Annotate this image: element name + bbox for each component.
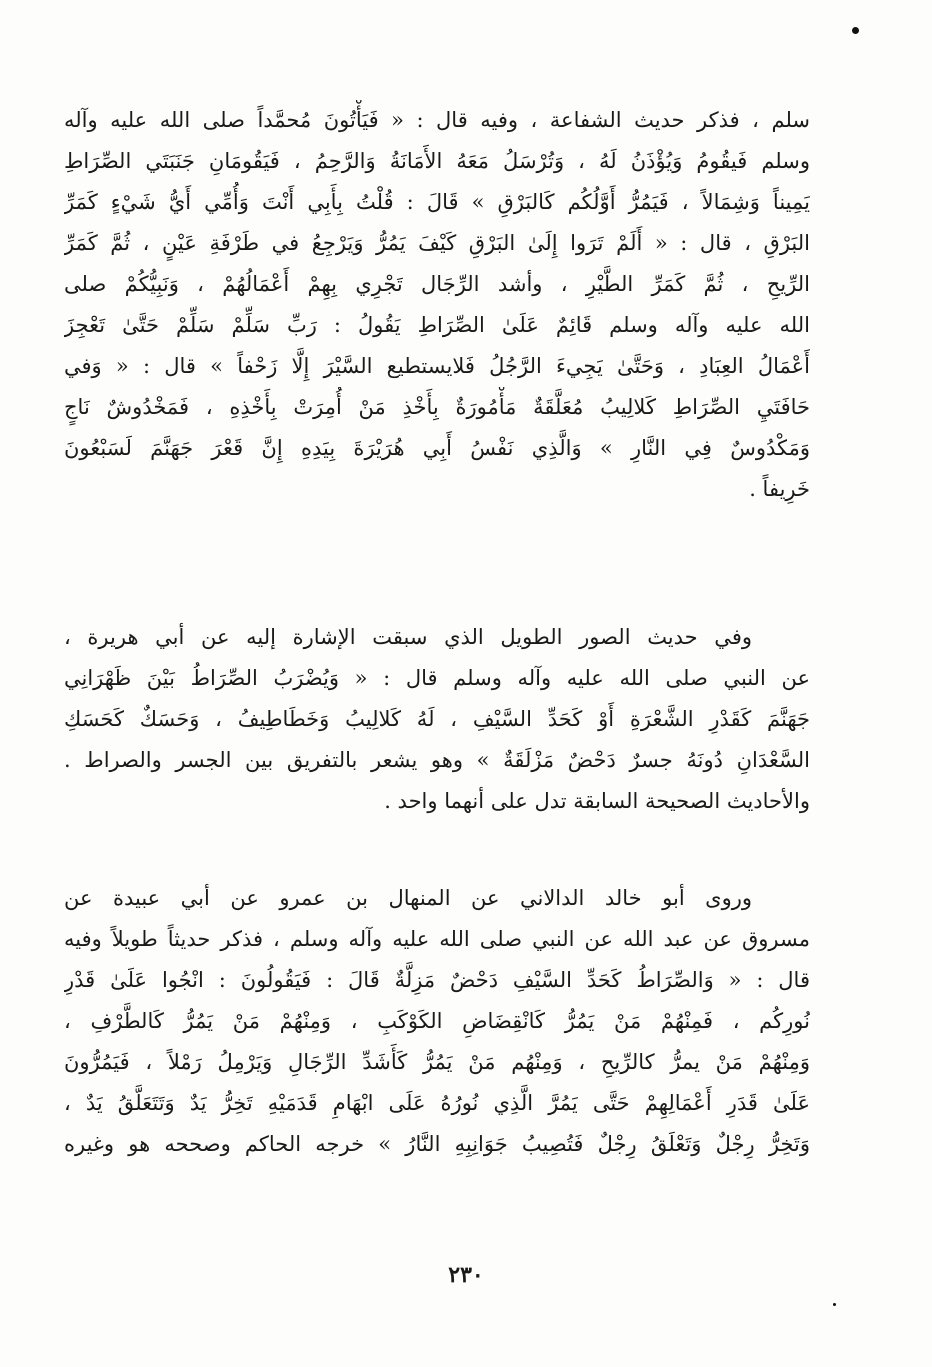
text-line: يَمِيناً وَشِمَالاً ، فَيَمُرُّ أَوَّلُكُم كَالبَرْقِ » قَالَ : قُلْتُ بِأَبِي أَنْتَ وَأُمِّي أَيُّ شَيْءٍ كَمَرِّ bbox=[64, 190, 810, 214]
text-line: جَهَنَّمَ كَقَدْرِ الشَّعْرَةِ أَوْ كَحَدِّ السَّيْفِ ، لَهُ كَلالِيبُ وَخَطَاطِيفُ ، وَحَسَكٌ كَحَسَكِ bbox=[64, 707, 810, 731]
text-line: حَافَتَيِ الصِّرَاطِ كَلالِيبُ مُعَلَّقَةٌ مَأْمُورَةٌ بِأَخْذِ مَنْ أُمِرَتْ بِأَخْذِهِ ، فَمَخْدُوشٌ نَاجٍ bbox=[64, 395, 810, 419]
text-line: خَرِيفاً . bbox=[749, 477, 810, 501]
paragraph-1 bbox=[64, 100, 810, 510]
page-number: ٢٣٠ bbox=[448, 1262, 484, 1288]
text-line: عَلَىٰ قَدَرِ أَعْمَالِهِمْ حَتَّى يَمُرَّ الَّذِي نُورُهُ عَلَى ابْهَامِ قَدَمَيْهِ تَخِرُّ يَدٌ وَتَتَعَلَّقُ يَدٌ ، bbox=[64, 1091, 810, 1115]
text-line: وسلم فَيقُومُ وَيُؤْذَنُ لَهُ ، وَتُرْسَلُ مَعَهُ الأَمَانَةُ وَالرَّحِمُ ، فَيَقُومَانِ جَنَبَتَي الصِّرَاطِ bbox=[64, 149, 810, 173]
text-line: وَمِنْهُمْ مَنْ يمرُّ كالرِّيحِ ، وَمِنْهُم مَنْ يَمُرُّ كَأَشَدِّ الرِّجَالِ وَيَرْمِلُ رَمْلاً ، فَيَمُرُّونَ bbox=[64, 1050, 810, 1074]
text-line: الله عليه وآله وسلم قَائِمٌ عَلَىٰ الصِّرَاطِ يَقُولُ : رَبِّ سَلِّمْ سَلِّمْ حَتَّىٰ تَعْجِزَ bbox=[64, 313, 810, 337]
text-line: الرِّيحِ ، ثُمَّ كَمَرِّ الطَّيْرِ ، وأشد الرِّجَال تَجْرِي بِهِمْ أَعْمَالُهُمْ ، وَنَبِيُّكُمْ صلى bbox=[64, 272, 810, 296]
paragraph-3 bbox=[64, 878, 810, 1165]
text-line: قال : « وَالصِّرَاطُ كَحَدِّ السَّيْفِ دَحْضٌ مَزِلَّةٌ قَالَ : فَيَقُولُونَ : انْجُوا عَلَىٰ قَدْرِ bbox=[64, 968, 810, 992]
scan-speck-top bbox=[852, 27, 859, 34]
text-line: وروى أبو خالد الدالاني عن المنهال بن عمرو عن أبي عبيدة عن bbox=[64, 886, 752, 910]
text-line: وفي حديث الصور الطويل الذي سبقت الإشارة إليه عن أبي هريرة ، bbox=[64, 625, 752, 649]
text-line: عن النبي صلى الله عليه وآله وسلم قال : « وَيُضْرَبُ الصِّرَاطُ بَيْنَ ظَهْرَانِي bbox=[64, 666, 810, 690]
text-line: البَرْقِ ، قال : « أَلَمْ تَرَوا إِلَىٰ البَرْقِ كَيْفَ يَمُرُّ وَيَرْجِعُ في طَرْفَةِ عَيْنٍ ، ثُمَّ كَمَرِّ bbox=[64, 231, 810, 255]
text-line: أَعْمَالُ العِبَادِ ، وَحَتَّىٰ يَجِيءَ الرَّجُلُ فَلايستطيع السَّيْرَ إِلَّا زَحْفاً » قال : « وَفي bbox=[64, 354, 810, 378]
text-line: وَتَخِرُّ رِجْلٌ وَتَعْلَقُ رِجْلٌ فَتُصِيبُ جَوَانِبِهِ النَّارُ » خرجه الحاكم وصححه هو وغيره bbox=[64, 1132, 810, 1156]
text-line: نُورِكُم ، فَمِنْهُمْ مَنْ يَمُرُّ كَانْقِضَاضِ الكَوْكَبِ ، وَمِنْهُمْ مَنْ يَمُرُّ كَالطَّرْفِ ، bbox=[64, 1009, 810, 1033]
text-line: سلم ، فذكر حديث الشفاعة ، وفيه قال : « فَيَأْتُونَ مُحمَّداً صلى الله عليه وآله bbox=[64, 108, 810, 132]
paragraph-2 bbox=[64, 617, 810, 822]
scan-speck-bottom bbox=[833, 1303, 836, 1306]
text-line: السَّعْدَانِ دُونَهُ جسرٌ دَحْضٌ مَزْلَقَةٌ » وهو يشعر بالتفريق بين الجسر والصراط . bbox=[64, 748, 810, 772]
text-line: مسروق عن عبد الله عن النبي صلى الله عليه وآله وسلم ، فذكر حديثاً طويلاً وفيه bbox=[64, 927, 810, 951]
text-line: والأحاديث الصحيحة السابقة تدل على أنهما واحد . bbox=[384, 789, 810, 813]
text-line: وَمَكْدُوسٌ فِي النَّارِ » وَالَّذِي نَفْسُ أَبِي هُرَيْرَةَ بِيَدِهِ إِنَّ قَعْرَ جَهَنَّمَ لَسَبْعُونَ bbox=[64, 436, 810, 460]
